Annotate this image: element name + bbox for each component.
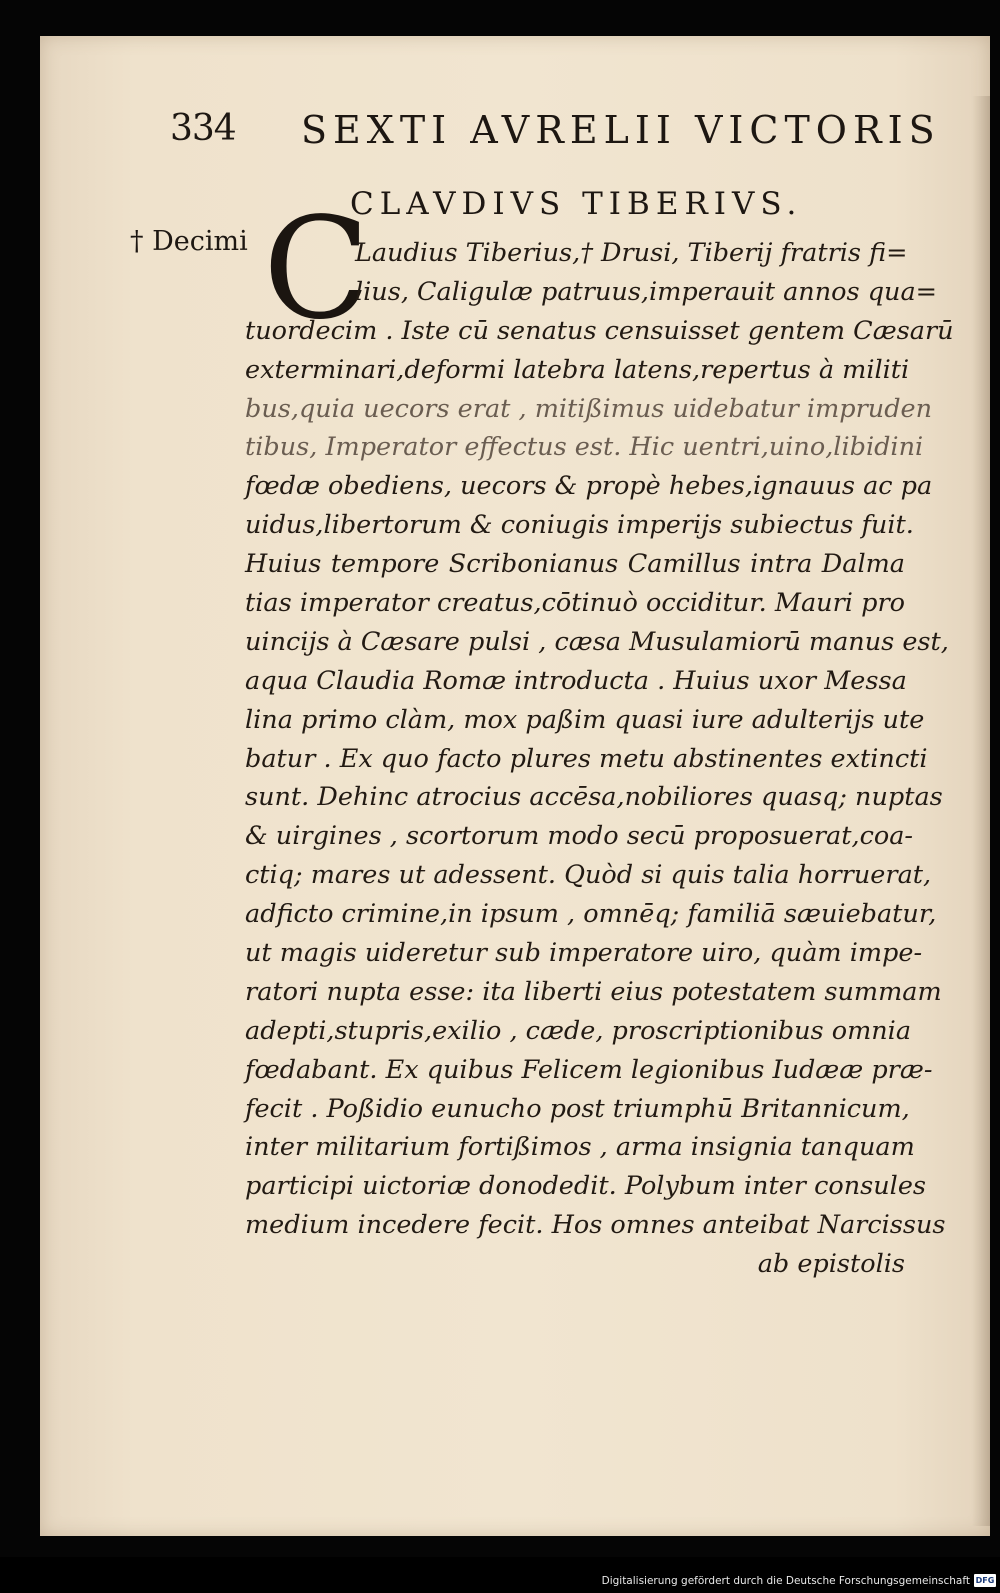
drop-cap-initial: C [263, 188, 371, 351]
text-line: Huius tempore Scribonianus Camillus intra Dalma [245, 549, 905, 580]
text-line: adepti,stupris,exilio , cæde, proscriptionibus omnia [245, 1015, 912, 1046]
digitization-credit: Digitalisierung gefördert durch die Deutsche Forschungsgemeinschaft [601, 1575, 970, 1587]
chapter-title: CLAVDIVS TIBERIVS. [350, 186, 803, 222]
text-line: tibus, Imperator effectus est. Hic uentri,uino,libidini [245, 432, 924, 463]
text-line: fecit . Poßidio eunucho post triumphū Britannicum, [245, 1093, 910, 1124]
page-edge-shadow [972, 96, 990, 1526]
text-line: lina primo clàm, mox paßim quasi iure adulterijs ute [245, 704, 925, 735]
text-line: bus,quia uecors erat , mitißimus uidebatur impruden [245, 393, 933, 424]
text-line: participi uictoriæ donodedit. Polybum inter consules [245, 1171, 927, 1202]
page-number: 334 [170, 108, 236, 149]
text-line: lius, Caligulæ patruus,imperauit annos qua= [355, 276, 938, 307]
text-line: aqua Claudia Romæ introducta . Huius uxor Messa [245, 665, 907, 696]
text-line: exterminari,deformi latebra latens,repertus à militi [245, 354, 910, 385]
text-line: medium incedere fecit. Hos omnes anteibat Narcissus [245, 1210, 946, 1241]
text-line: fœdabant. Ex quibus Felicem legionibus Iudææ præ- [245, 1054, 933, 1085]
text-line: inter militarium fortißimos , arma insignia tanquam [245, 1132, 915, 1163]
running-title: SEXTI AVRELII VICTORIS [301, 108, 941, 152]
text-line: batur . Ex quo facto plures metu abstinentes extincti [245, 743, 928, 774]
body-text [245, 234, 954, 1284]
text-line: Laudius Tiberius,† Drusi, Tiberij fratris fi= [355, 238, 908, 268]
text-line: uidus,libertorum & coniugis imperijs subiectus fuit. [245, 510, 914, 541]
catchword: ab epistolis [757, 1249, 905, 1280]
text-line: ratori nupta esse: ita liberti eius potestatem summam [245, 976, 942, 1007]
text-line: adficto crimine,in ipsum , omnēq; familiā sæuiebatur, [245, 899, 937, 930]
text-line: ctiq; mares ut adessent. Quòd si quis talia horruerat, [245, 860, 932, 891]
text-line: tuordecim . Iste cū senatus censuisset gentem Cæsarū [245, 315, 954, 346]
text-line: sunt. Dehinc atrocius accēsa,nobiliores quasq; nuptas [245, 782, 943, 813]
footer-band [0, 1557, 1000, 1593]
text-line: fœdæ obediens, uecors & propè hebes,ignauus ac pa [245, 471, 933, 502]
text-line: ut magis uideretur sub imperatore uiro, quàm impe- [245, 938, 923, 969]
marginal-note: † Decimi [130, 226, 248, 257]
text-line: tias imperator creatus,cōtinuò occiditur. Mauri pro [245, 588, 905, 619]
text-line: & uirgines , scortorum modo secū proposuerat,coa- [245, 821, 914, 852]
text-line: uincijs à Cæsare pulsi , cæsa Musulamiorū manus est, [245, 626, 949, 657]
dfg-logo-icon: DFG [975, 1576, 995, 1585]
